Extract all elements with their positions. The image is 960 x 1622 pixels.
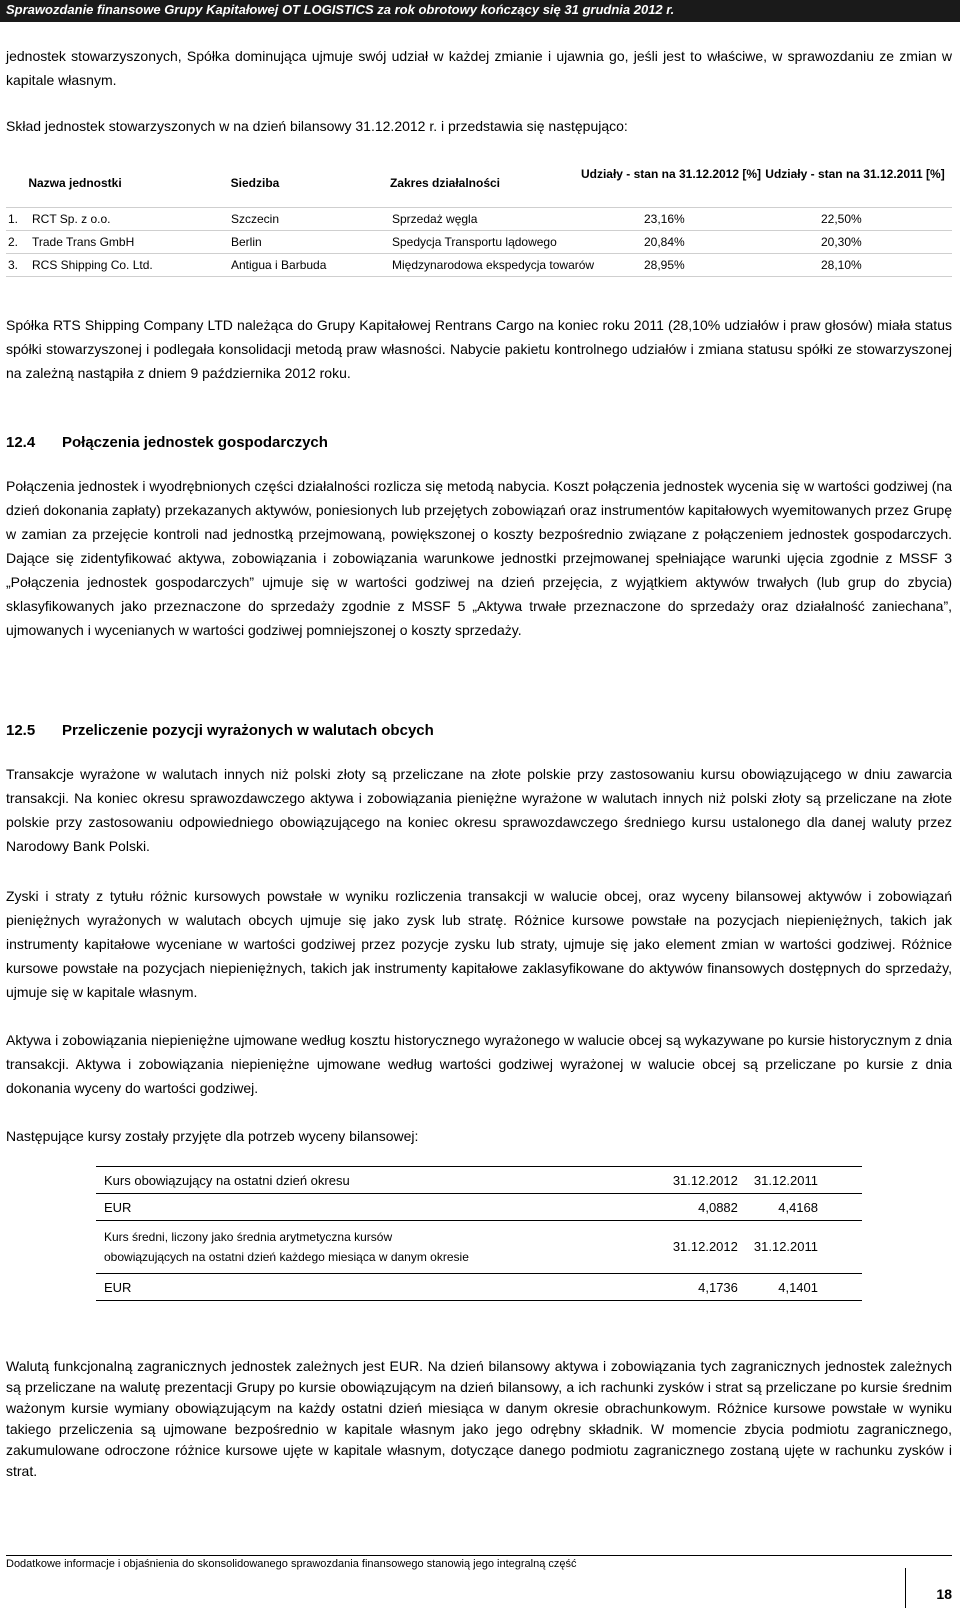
section-number: 12.5 — [6, 722, 36, 739]
section-title: Przeliczenie pozycji wyrażonych w walutach obcych — [62, 722, 434, 739]
rate-value-2012: 4,1736 — [590, 1274, 746, 1301]
share-2011: 28,10% — [821, 258, 862, 272]
rate-value-2012: 4,0882 — [590, 1194, 746, 1221]
rate-label: Kurs obowiązujący na ostatni dzień okresu — [96, 1167, 590, 1194]
entity-seat: Szczecin — [231, 212, 280, 226]
associates-intro: Skład jednostek stowarzyszonych w na dzień bilansowy 31.12.2012 r. i przedstawia się następująco: — [6, 118, 628, 134]
intro-paragraph: jednostek stowarzyszonych, Spółka dominująca ujmuje swój udział w każdej zmianie i ujawnia go, jeśli jest to właściwe, w sprawozdaniu ze zmian w kapitale własnym. — [6, 48, 952, 88]
document-title: Sprawozdanie finansowe Grupy Kapitałowej OT LOGISTICS za rok obrotowy kończący się 31 grudnia 2012 r. — [6, 2, 675, 17]
rate-date-2011: 31.12.2011 — [746, 1221, 862, 1274]
col-header-seat: Siedziba — [230, 176, 280, 190]
rts-paragraph: Spółka RTS Shipping Company LTD należąca do Grupy Kapitałowej Rentrans Cargo na koniec roku 2011 (28,10% udziałów i praw głosów) miała status spółki stowarzyszonej i podlegała konsolidacji metodą praw własności. Nabycie pakietu kontrolnego udziałów i zmiana statusu spółki ze stowarzyszonej na zależną nastąpiła z dniem 9 października 2012 roku. — [6, 317, 952, 381]
row-number: 1. — [8, 212, 19, 226]
rates-intro: Następujące kursy zostały przyjęte dla potrzeb wyceny bilansowej: — [6, 1128, 419, 1144]
rate-date-2011: 31.12.2011 — [746, 1167, 862, 1194]
business-combinations-paragraph: Połączenia jednostek i wyodrębnionych części działalności rozlicza się metodą nabycia. Koszt połączenia jednostek wycenia się w wartości godziwej (na dzień dokonania zapłaty) przekazanych aktywów, poniesionych lub przejętych zobowiązań oraz instrumentów kapitałowych wyemitowanych przez Grupę w zamian za przejęcie kontroli nad jednostką przejmowaną, powiększonej o koszty bezpośrednio związane z połączeniem jednostek gospodarczych. Dające się zidentyfikować aktywa, zobowiązania i zobowiązania warunkowe jednostki przejmowanej spełniające warunki ujęcia zgodnie z MSSF 3 „Połączenia jednostek gospodarczych” ujmuje się w wartości godziwej na dzień przejęcia, z wyjątkiem aktywów trwałych (lub grup do zbycia) sklasyfikowanych jako przeznaczone do sprzedaży zgodnie z MSSF 5 „Aktywa trwałe przeznaczone do sprzedaży oraz działalność zaniechana”, ujmowanych i wycenianych w wartości godziwej pomniejszonej o koszty sprzedaży. — [6, 478, 952, 638]
row-number: 2. — [8, 235, 19, 249]
table-row — [96, 1274, 862, 1301]
table-divider — [6, 276, 952, 277]
table-divider — [6, 253, 952, 254]
fx-paragraph-1: Transakcje wyrażone w walutach innych niż polski złoty są przeliczane na złote polskie przy zastosowaniu kursu obowiązującego w dniu zawarcia transakcji. Na koniec okresu sprawozdawczego aktywa i zobowiązania pieniężne wyrażone w walutach innych niż polski złoty są przeliczane na złote polskie przy zastosowaniu odpowiedniego obowiązującego na koniec okresu sprawozdawczego średniego kursu ustalonego dla danej waluty przez Narodowy Bank Polski. — [6, 766, 952, 854]
rate-value-2011: 4,1401 — [746, 1274, 862, 1301]
share-2012: 23,16% — [644, 212, 685, 226]
col-header-share-2012: Udziały - stan na 31.12.2012 [%] — [580, 167, 762, 181]
rate-date-2012: 31.12.2012 — [590, 1221, 746, 1274]
table-divider — [6, 230, 952, 231]
section-title: Połączenia jednostek gospodarczych — [62, 434, 328, 451]
entity-seat: Berlin — [231, 235, 262, 249]
section-heading-12-4 — [6, 434, 328, 451]
footer-note: Dodatkowe informacje i objaśnienia do skonsolidowanego sprawozdania finansowego stanowią jego integralną część — [6, 1558, 577, 1570]
share-2012: 20,84% — [644, 235, 685, 249]
footer-divider — [6, 1555, 952, 1556]
exchange-rates-table — [96, 1166, 862, 1301]
rate-label: EUR — [96, 1194, 590, 1221]
document-header — [0, 0, 960, 22]
functional-currency-paragraph: Walutą funkcjonalną zagranicznych jednostek zależnych jest EUR. Na dzień bilansowy aktywa i zobowiązania tych zagranicznych jednostek zależnych są przeliczane na walutę prezentacji Grupy po kursie obowiązującym na dzień bilansowy, a ich rachunki zysków i strat są przeliczane po kursie średnim ważonym kursie wymiany obowiązującym na każdy ostatni dzień miesiąca w danym okresie obrachunkowym. Różnice kursowe powstałe w wyniku takiego przeliczenia są ujmowane bezpośrednio w kapitale własnym jako jego odrębny składnik. W momencie zbycia podmiotu zagranicznego, zakumulowane odroczone różnice kursowe ujęte w kapitale własnym, dotyczące danego podmiotu zagranicznego zostaną ujęte w rachunku zysków i strat. — [6, 1358, 952, 1479]
share-2012: 28,95% — [644, 258, 685, 272]
entity-scope: Spedycja Transportu lądowego — [392, 235, 557, 249]
table-row — [96, 1221, 862, 1274]
entity-name: RCS Shipping Co. Ltd. — [32, 258, 153, 272]
entity-name: Trade Trans GmbH — [32, 235, 135, 249]
fx-paragraph-3: Aktywa i zobowiązania niepieniężne ujmowane według kosztu historycznego wyrażonego w walucie obcej są wykazywane po kursie historycznym z dnia transakcji. Aktywa i zobowiązania niepieniężne ujmowane według wartości godziwej wyrażonej w walucie obcej są przeliczane po kursie z dnia dokonania wyceny do wartości godziwej. — [6, 1032, 952, 1096]
rate-value-2011: 4,4168 — [746, 1194, 862, 1221]
rate-label: Kurs średni, liczony jako średnia arytmetyczna kursów obowiązujących na ostatni dzień każdego miesiąca w danym okresie — [96, 1221, 590, 1274]
page-number: 18 — [936, 1586, 952, 1602]
fx-paragraph-2: Zyski i straty z tytułu różnic kursowych powstałe w wyniku rozliczenia transakcji w walucie obcej, oraz wyceny bilansowej aktywów i zobowiązań pieniężnych wyrażonych w walutach obcych ujmuje się jako zysk lub stratę. Różnice kursowe powstałe na pozycjach niepieniężnych, takich jak instrumenty kapitałowe wyceniane w wartości godziwej przez pozycje zysku lub straty, ujmuje się jako element zmian w wartości godziwej. Różnice kursowe powstałe na pozycjach niepieniężnych, takich jak instrumenty kapitałowe zaklasyfikowane do aktywów finansowych dostępnych do sprzedaży, ujmuje się w kapitale własnym. — [6, 888, 952, 1000]
entity-seat: Antigua i Barbuda — [231, 258, 327, 272]
entity-name: RCT Sp. z o.o. — [32, 212, 111, 226]
share-2011: 20,30% — [821, 235, 862, 249]
table-row — [96, 1194, 862, 1221]
table-divider — [6, 207, 952, 208]
section-number: 12.4 — [6, 434, 36, 451]
section-heading-12-5 — [6, 722, 434, 739]
col-header-name: Nazwa jednostki — [28, 176, 122, 190]
col-header-scope: Zakres działalności — [389, 176, 501, 190]
rate-label: EUR — [96, 1274, 590, 1301]
col-header-share-2011: Udziały - stan na 31.12.2011 [%] — [765, 167, 945, 181]
entity-scope: Międzynarodowa ekspedycja towarów — [392, 258, 595, 272]
table-row — [96, 1167, 862, 1194]
row-number: 3. — [8, 258, 19, 272]
entity-scope: Sprzedaż węgla — [392, 212, 478, 226]
share-2011: 22,50% — [821, 212, 862, 226]
rate-date-2012: 31.12.2012 — [590, 1167, 746, 1194]
